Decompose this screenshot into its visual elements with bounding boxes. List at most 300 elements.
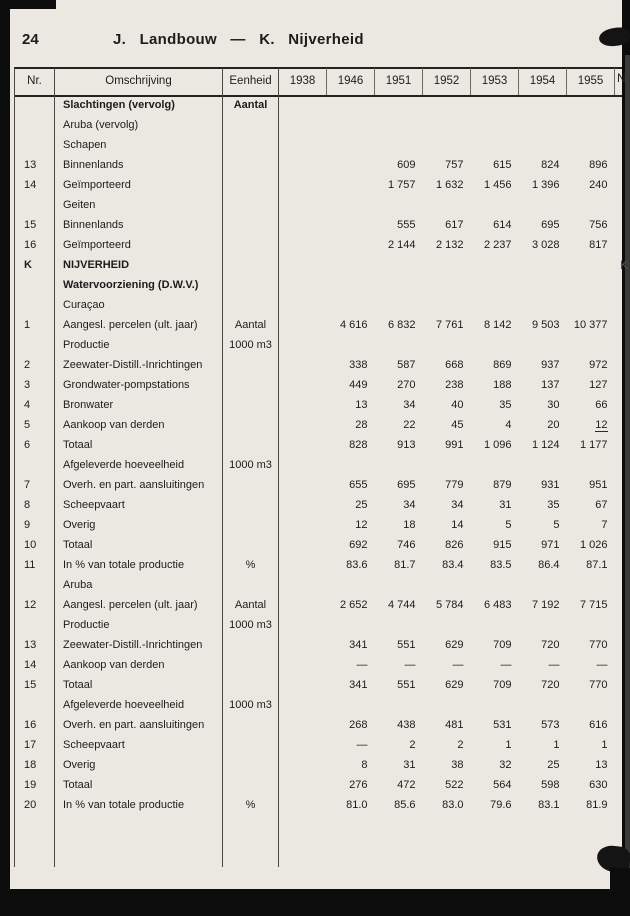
cell-omschrijving: NIJVERHEID <box>55 255 223 275</box>
cell-value-1951: 551 <box>397 679 416 691</box>
cell-value-1955: 7 <box>601 519 608 531</box>
table-row <box>15 315 615 335</box>
scan-edge-right <box>625 55 630 889</box>
cell-value-1954: — <box>548 659 560 671</box>
cell-nr: 10 <box>15 535 55 555</box>
cell-eenheid <box>223 675 279 695</box>
cell-value-1951: 695 <box>397 479 416 491</box>
cell-value-1938 <box>279 315 327 335</box>
cell-eenheid: 1000 m3 <box>223 455 279 475</box>
cell-value-1951 <box>375 275 423 295</box>
cell-value-1938 <box>279 675 327 695</box>
cell-value-1946 <box>327 695 375 715</box>
cell-value-1953: 564 <box>493 779 512 791</box>
cell-eenheid <box>223 435 279 455</box>
cell-value-1954 <box>519 335 567 355</box>
cell-value-1954: 695 <box>541 219 560 231</box>
cell-value-1952: 38 <box>451 759 464 771</box>
cell-value-1946 <box>327 135 375 155</box>
table-row <box>15 175 615 195</box>
cell-value-1953 <box>471 615 519 635</box>
cell-value-1954 <box>519 615 567 635</box>
cell-value-1954 <box>519 135 567 155</box>
cell-omschrijving: Binnenlands <box>55 215 223 235</box>
cell-eenheid <box>223 415 279 435</box>
cell-value-1954: 937 <box>541 359 560 371</box>
cell-value-1938 <box>279 115 327 135</box>
cell-value-1954 <box>519 115 567 135</box>
cell-eenheid <box>223 215 279 235</box>
cell-eenheid <box>223 735 279 755</box>
cell-value-1946: 692 <box>349 539 368 551</box>
table-header-row <box>15 68 615 95</box>
cell-value-1955: — <box>596 659 608 671</box>
cell-value-1951: 1 757 <box>387 179 416 191</box>
table-row <box>15 535 615 555</box>
cell-value-1953: 5 <box>505 519 512 531</box>
scan-edge-bottom <box>0 889 630 916</box>
cell-value-1938 <box>279 235 327 255</box>
cell-omschrijving: Zeewater-Distill.-Inrichtingen <box>55 355 223 375</box>
cell-value-1951: 81.7 <box>394 559 416 571</box>
table-row <box>15 755 615 775</box>
cell-omschrijving: Overh. en part. aansluitingen <box>55 475 223 495</box>
cell-value-1952: — <box>452 659 464 671</box>
cell-value-1955: 1 026 <box>579 539 608 551</box>
cell-value-1952 <box>423 115 471 135</box>
cell-eenheid <box>223 515 279 535</box>
cell-nr: 5 <box>15 415 55 435</box>
cell-nr: 20 <box>15 795 55 815</box>
cell-omschrijving: Aankoop van derden <box>55 655 223 675</box>
cell-nr <box>15 695 55 715</box>
cell-value-1951: 2 144 <box>387 239 416 251</box>
cell-nr: 1 <box>15 315 55 335</box>
cell-value-1938 <box>279 715 327 735</box>
cell-nr: 7 <box>15 475 55 495</box>
cell-nr <box>15 575 55 595</box>
cell-omschrijving: Geïmporteerd <box>55 235 223 255</box>
table-row <box>15 195 615 215</box>
cell-omschrijving: Totaal <box>55 775 223 795</box>
table-row <box>15 95 615 115</box>
column-header-1951: 1951 <box>375 68 423 95</box>
next-page-edge-letter-n: N <box>617 71 626 85</box>
column-header-eenheid: Eenheid <box>223 68 279 95</box>
cell-value-1946 <box>327 195 375 215</box>
cell-value-1955 <box>567 255 615 275</box>
cell-value-1955: 240 <box>589 179 608 191</box>
cell-value-1955 <box>567 695 615 715</box>
cell-value-1946 <box>327 615 375 635</box>
cell-value-1946: 81.0 <box>346 799 368 811</box>
cell-value-1951 <box>375 255 423 275</box>
cell-value-1952: 83.4 <box>442 559 464 571</box>
cell-nr <box>15 135 55 155</box>
cell-value-1954 <box>519 95 567 115</box>
cell-nr <box>15 275 55 295</box>
cell-value-1953 <box>471 455 519 475</box>
cell-eenheid: % <box>223 795 279 815</box>
cell-omschrijving: Aangesl. percelen (ult. jaar) <box>55 315 223 335</box>
cell-value-1946: 276 <box>349 779 368 791</box>
cell-value-1952: 629 <box>445 679 464 691</box>
cell-value-1938 <box>279 655 327 675</box>
cell-value-1951: 270 <box>397 379 416 391</box>
cell-value-1946 <box>327 255 375 275</box>
table-row <box>15 715 615 735</box>
cell-value-1955: 13 <box>595 759 608 771</box>
cell-nr: 9 <box>15 515 55 535</box>
table-row <box>15 375 615 395</box>
cell-eenheid: Aantal <box>223 315 279 335</box>
cell-value-1938 <box>279 295 327 315</box>
cell-value-1955 <box>567 95 615 115</box>
cell-omschrijving: Overig <box>55 755 223 775</box>
column-header-omschrijving: Omschrijving <box>55 68 223 95</box>
cell-omschrijving: Afgeleverde hoeveelheid <box>55 695 223 715</box>
cell-omschrijving: Scheepvaart <box>55 495 223 515</box>
cell-value-1952: 45 <box>451 419 464 431</box>
cell-eenheid <box>223 775 279 795</box>
cell-omschrijving: Watervoorziening (D.W.V.) <box>55 275 223 295</box>
cell-omschrijving: Grondwater-pompstations <box>55 375 223 395</box>
column-header-1938: 1938 <box>279 68 327 95</box>
cell-nr: 13 <box>15 635 55 655</box>
cell-value-1955: 66 <box>595 399 608 411</box>
cell-nr: 16 <box>15 235 55 255</box>
cell-value-1946: 8 <box>361 759 368 771</box>
cell-value-1955: 10 377 <box>573 319 608 331</box>
cell-value-1955 <box>567 295 615 315</box>
cell-value-1938 <box>279 435 327 455</box>
cell-value-1946 <box>327 155 375 175</box>
cell-value-1946: 4 616 <box>339 319 368 331</box>
table-row <box>15 515 615 535</box>
cell-value-1954: 137 <box>541 379 560 391</box>
cell-value-1952 <box>423 615 471 635</box>
cell-value-1954 <box>519 195 567 215</box>
statistics-table <box>14 68 615 867</box>
cell-omschrijving: Totaal <box>55 535 223 555</box>
cell-value-1946: 655 <box>349 479 368 491</box>
cell-eenheid <box>223 575 279 595</box>
table-row <box>15 435 615 455</box>
cell-value-1951: 18 <box>403 519 416 531</box>
cell-value-1953: 915 <box>493 539 512 551</box>
cell-value-1951: 746 <box>397 539 416 551</box>
cell-value-1951 <box>375 335 423 355</box>
cell-value-1953 <box>471 195 519 215</box>
cell-omschrijving: Aruba <box>55 575 223 595</box>
cell-value-1946: 12 <box>355 519 368 531</box>
cell-value-1946: 828 <box>349 439 368 451</box>
cell-value-1952: 40 <box>451 399 464 411</box>
column-header-1952: 1952 <box>423 68 471 95</box>
cell-eenheid <box>223 655 279 675</box>
cell-eenheid <box>223 175 279 195</box>
cell-value-1952 <box>423 695 471 715</box>
table-row <box>15 775 615 795</box>
cell-value-1953: 709 <box>493 679 512 691</box>
table-row <box>15 695 615 715</box>
cell-eenheid: % <box>223 555 279 575</box>
table-row <box>15 675 615 695</box>
cell-value-1952: 991 <box>445 439 464 451</box>
cell-value-1952 <box>423 455 471 475</box>
cell-eenheid <box>223 375 279 395</box>
cell-value-1946 <box>327 295 375 315</box>
column-header-nr-: Nr. <box>15 68 55 95</box>
cell-value-1955: 127 <box>589 379 608 391</box>
cell-value-1954: 83.1 <box>538 799 560 811</box>
cell-value-1952: 5 784 <box>435 599 464 611</box>
spacer-cell <box>423 815 471 867</box>
cell-nr <box>15 615 55 635</box>
cell-value-1951: 6 832 <box>387 319 416 331</box>
cell-value-1951 <box>375 135 423 155</box>
cell-value-1951: 85.6 <box>394 799 416 811</box>
cell-value-1953: 709 <box>493 639 512 651</box>
cell-value-1946: 449 <box>349 379 368 391</box>
table-row <box>15 135 615 155</box>
spacer-cell <box>327 815 375 867</box>
cell-eenheid: 1000 m3 <box>223 695 279 715</box>
cell-nr: 6 <box>15 435 55 455</box>
cell-eenheid <box>223 295 279 315</box>
cell-value-1952 <box>423 275 471 295</box>
cell-value-1953 <box>471 135 519 155</box>
cell-value-1951: 4 744 <box>387 599 416 611</box>
cell-value-1954: 3 028 <box>531 239 560 251</box>
cell-omschrijving: Curaçao <box>55 295 223 315</box>
cell-value-1955: 1 177 <box>579 439 608 451</box>
cell-omschrijving: Binnenlands <box>55 155 223 175</box>
spacer-cell <box>471 815 519 867</box>
cell-value-1938 <box>279 755 327 775</box>
cell-omschrijving: Scheepvaart <box>55 735 223 755</box>
cell-omschrijving: Afgeleverde hoeveelheid <box>55 455 223 475</box>
cell-value-1951 <box>375 575 423 595</box>
cell-value-1953: 83.5 <box>490 559 512 571</box>
cell-value-1952: 617 <box>445 219 464 231</box>
scan-edge-top-left <box>0 0 56 9</box>
cell-value-1953: 31 <box>499 499 512 511</box>
cell-value-1951: 913 <box>397 439 416 451</box>
cell-value-1954 <box>519 275 567 295</box>
cell-value-1938 <box>279 555 327 575</box>
cell-value-1954: 931 <box>541 479 560 491</box>
cell-value-1955: 12 <box>595 419 608 431</box>
cell-eenheid <box>223 495 279 515</box>
cell-eenheid <box>223 115 279 135</box>
cell-eenheid <box>223 135 279 155</box>
cell-value-1952 <box>423 575 471 595</box>
cell-omschrijving: In % van totale productie <box>55 555 223 575</box>
cell-value-1952: 779 <box>445 479 464 491</box>
cell-value-1946: — <box>356 739 368 751</box>
cell-value-1938 <box>279 135 327 155</box>
column-header-1946: 1946 <box>327 68 375 95</box>
spacer-cell <box>279 815 327 867</box>
cell-value-1938 <box>279 335 327 355</box>
cell-eenheid: Aantal <box>223 95 279 115</box>
cell-eenheid <box>223 395 279 415</box>
cell-value-1953 <box>471 275 519 295</box>
cell-value-1954: 598 <box>541 779 560 791</box>
column-header-1954: 1954 <box>519 68 567 95</box>
cell-nr: 15 <box>15 675 55 695</box>
cell-value-1953: 188 <box>493 379 512 391</box>
cell-value-1951: — <box>404 659 416 671</box>
cell-nr: 11 <box>15 555 55 575</box>
cell-value-1953: 869 <box>493 359 512 371</box>
table-row <box>15 335 615 355</box>
cell-nr <box>15 455 55 475</box>
cell-eenheid <box>223 635 279 655</box>
table-row <box>15 295 615 315</box>
cell-value-1938 <box>279 615 327 635</box>
column-header-1955: 1955 <box>567 68 615 95</box>
cell-value-1955: 756 <box>589 219 608 231</box>
cell-value-1951: 34 <box>403 499 416 511</box>
cell-nr: 4 <box>15 395 55 415</box>
cell-value-1951: 2 <box>409 739 416 751</box>
cell-value-1952 <box>423 135 471 155</box>
spacer-cell <box>519 815 567 867</box>
cell-value-1952 <box>423 335 471 355</box>
cell-value-1953: 1 <box>505 739 512 751</box>
cell-value-1951 <box>375 695 423 715</box>
table-row <box>15 555 615 575</box>
cell-value-1952: 2 132 <box>435 239 464 251</box>
cell-value-1946 <box>327 175 375 195</box>
cell-value-1938 <box>279 595 327 615</box>
cell-value-1954: 35 <box>547 499 560 511</box>
cell-value-1938 <box>279 475 327 495</box>
table-row <box>15 615 615 635</box>
cell-value-1952: 2 <box>457 739 464 751</box>
cell-value-1955: 67 <box>595 499 608 511</box>
cell-value-1953: 35 <box>499 399 512 411</box>
cell-value-1953: 879 <box>493 479 512 491</box>
cell-value-1938 <box>279 195 327 215</box>
cell-value-1938 <box>279 375 327 395</box>
cell-value-1955 <box>567 335 615 355</box>
cell-value-1954: 720 <box>541 639 560 651</box>
page-number: 24 <box>22 31 39 48</box>
table-row <box>15 395 615 415</box>
cell-value-1954: 9 503 <box>531 319 560 331</box>
page-background <box>10 0 622 889</box>
cell-value-1952: 34 <box>451 499 464 511</box>
cell-value-1952: 238 <box>445 379 464 391</box>
cell-eenheid <box>223 475 279 495</box>
cell-nr: 15 <box>15 215 55 235</box>
cell-eenheid <box>223 535 279 555</box>
cell-value-1946: 83.6 <box>346 559 368 571</box>
cell-value-1955 <box>567 455 615 475</box>
cell-value-1946: 13 <box>355 399 368 411</box>
cell-value-1938 <box>279 175 327 195</box>
cell-eenheid <box>223 255 279 275</box>
cell-value-1954: 7 192 <box>531 599 560 611</box>
cell-value-1938 <box>279 215 327 235</box>
table-row <box>15 275 615 295</box>
cell-value-1938 <box>279 355 327 375</box>
cell-value-1954: 1 124 <box>531 439 560 451</box>
cell-value-1953: 8 142 <box>483 319 512 331</box>
table-row <box>15 475 615 495</box>
cell-eenheid <box>223 155 279 175</box>
cell-value-1951 <box>375 115 423 135</box>
cell-nr: 13 <box>15 155 55 175</box>
cell-value-1954: 971 <box>541 539 560 551</box>
cell-value-1954 <box>519 295 567 315</box>
cell-nr: 18 <box>15 755 55 775</box>
cell-value-1952: 629 <box>445 639 464 651</box>
cell-omschrijving: Bronwater <box>55 395 223 415</box>
cell-eenheid <box>223 195 279 215</box>
cell-omschrijving: Overig <box>55 515 223 535</box>
next-page-edge-letter-k: K <box>620 258 629 272</box>
cell-value-1953: 1 096 <box>483 439 512 451</box>
cell-omschrijving: Totaal <box>55 675 223 695</box>
cell-value-1954: 573 <box>541 719 560 731</box>
cell-value-1946: 25 <box>355 499 368 511</box>
cell-value-1955 <box>567 135 615 155</box>
table-row <box>15 575 615 595</box>
cell-value-1938 <box>279 255 327 275</box>
cell-value-1946: 28 <box>355 419 368 431</box>
cell-value-1955 <box>567 275 615 295</box>
cell-value-1951: 555 <box>397 219 416 231</box>
spacer-cell <box>223 815 279 867</box>
cell-value-1952: 757 <box>445 159 464 171</box>
cell-value-1953: 614 <box>493 219 512 231</box>
cell-value-1952: 522 <box>445 779 464 791</box>
cell-value-1953 <box>471 695 519 715</box>
cell-value-1955: 1 <box>601 739 608 751</box>
spacer-cell <box>375 815 423 867</box>
cell-nr <box>15 335 55 355</box>
cell-value-1954: 86.4 <box>538 559 560 571</box>
table-row <box>15 415 615 435</box>
cell-value-1952: 7 761 <box>435 319 464 331</box>
cell-value-1951: 551 <box>397 639 416 651</box>
cell-value-1952: 83.0 <box>442 799 464 811</box>
cell-value-1946 <box>327 575 375 595</box>
cell-value-1955 <box>567 575 615 595</box>
cell-value-1938 <box>279 575 327 595</box>
cell-value-1955 <box>567 115 615 135</box>
cell-value-1946 <box>327 115 375 135</box>
cell-value-1946: 338 <box>349 359 368 371</box>
cell-value-1953 <box>471 335 519 355</box>
cell-value-1938 <box>279 415 327 435</box>
cell-value-1953: 1 456 <box>483 179 512 191</box>
cell-value-1946 <box>327 335 375 355</box>
cell-nr: 14 <box>15 655 55 675</box>
cell-value-1955: 81.9 <box>586 799 608 811</box>
cell-value-1938 <box>279 775 327 795</box>
cell-omschrijving: Aankoop van derden <box>55 415 223 435</box>
cell-value-1938 <box>279 455 327 475</box>
cell-omschrijving: Overh. en part. aansluitingen <box>55 715 223 735</box>
cell-value-1952: 826 <box>445 539 464 551</box>
cell-nr: 12 <box>15 595 55 615</box>
cell-value-1954: 30 <box>547 399 560 411</box>
